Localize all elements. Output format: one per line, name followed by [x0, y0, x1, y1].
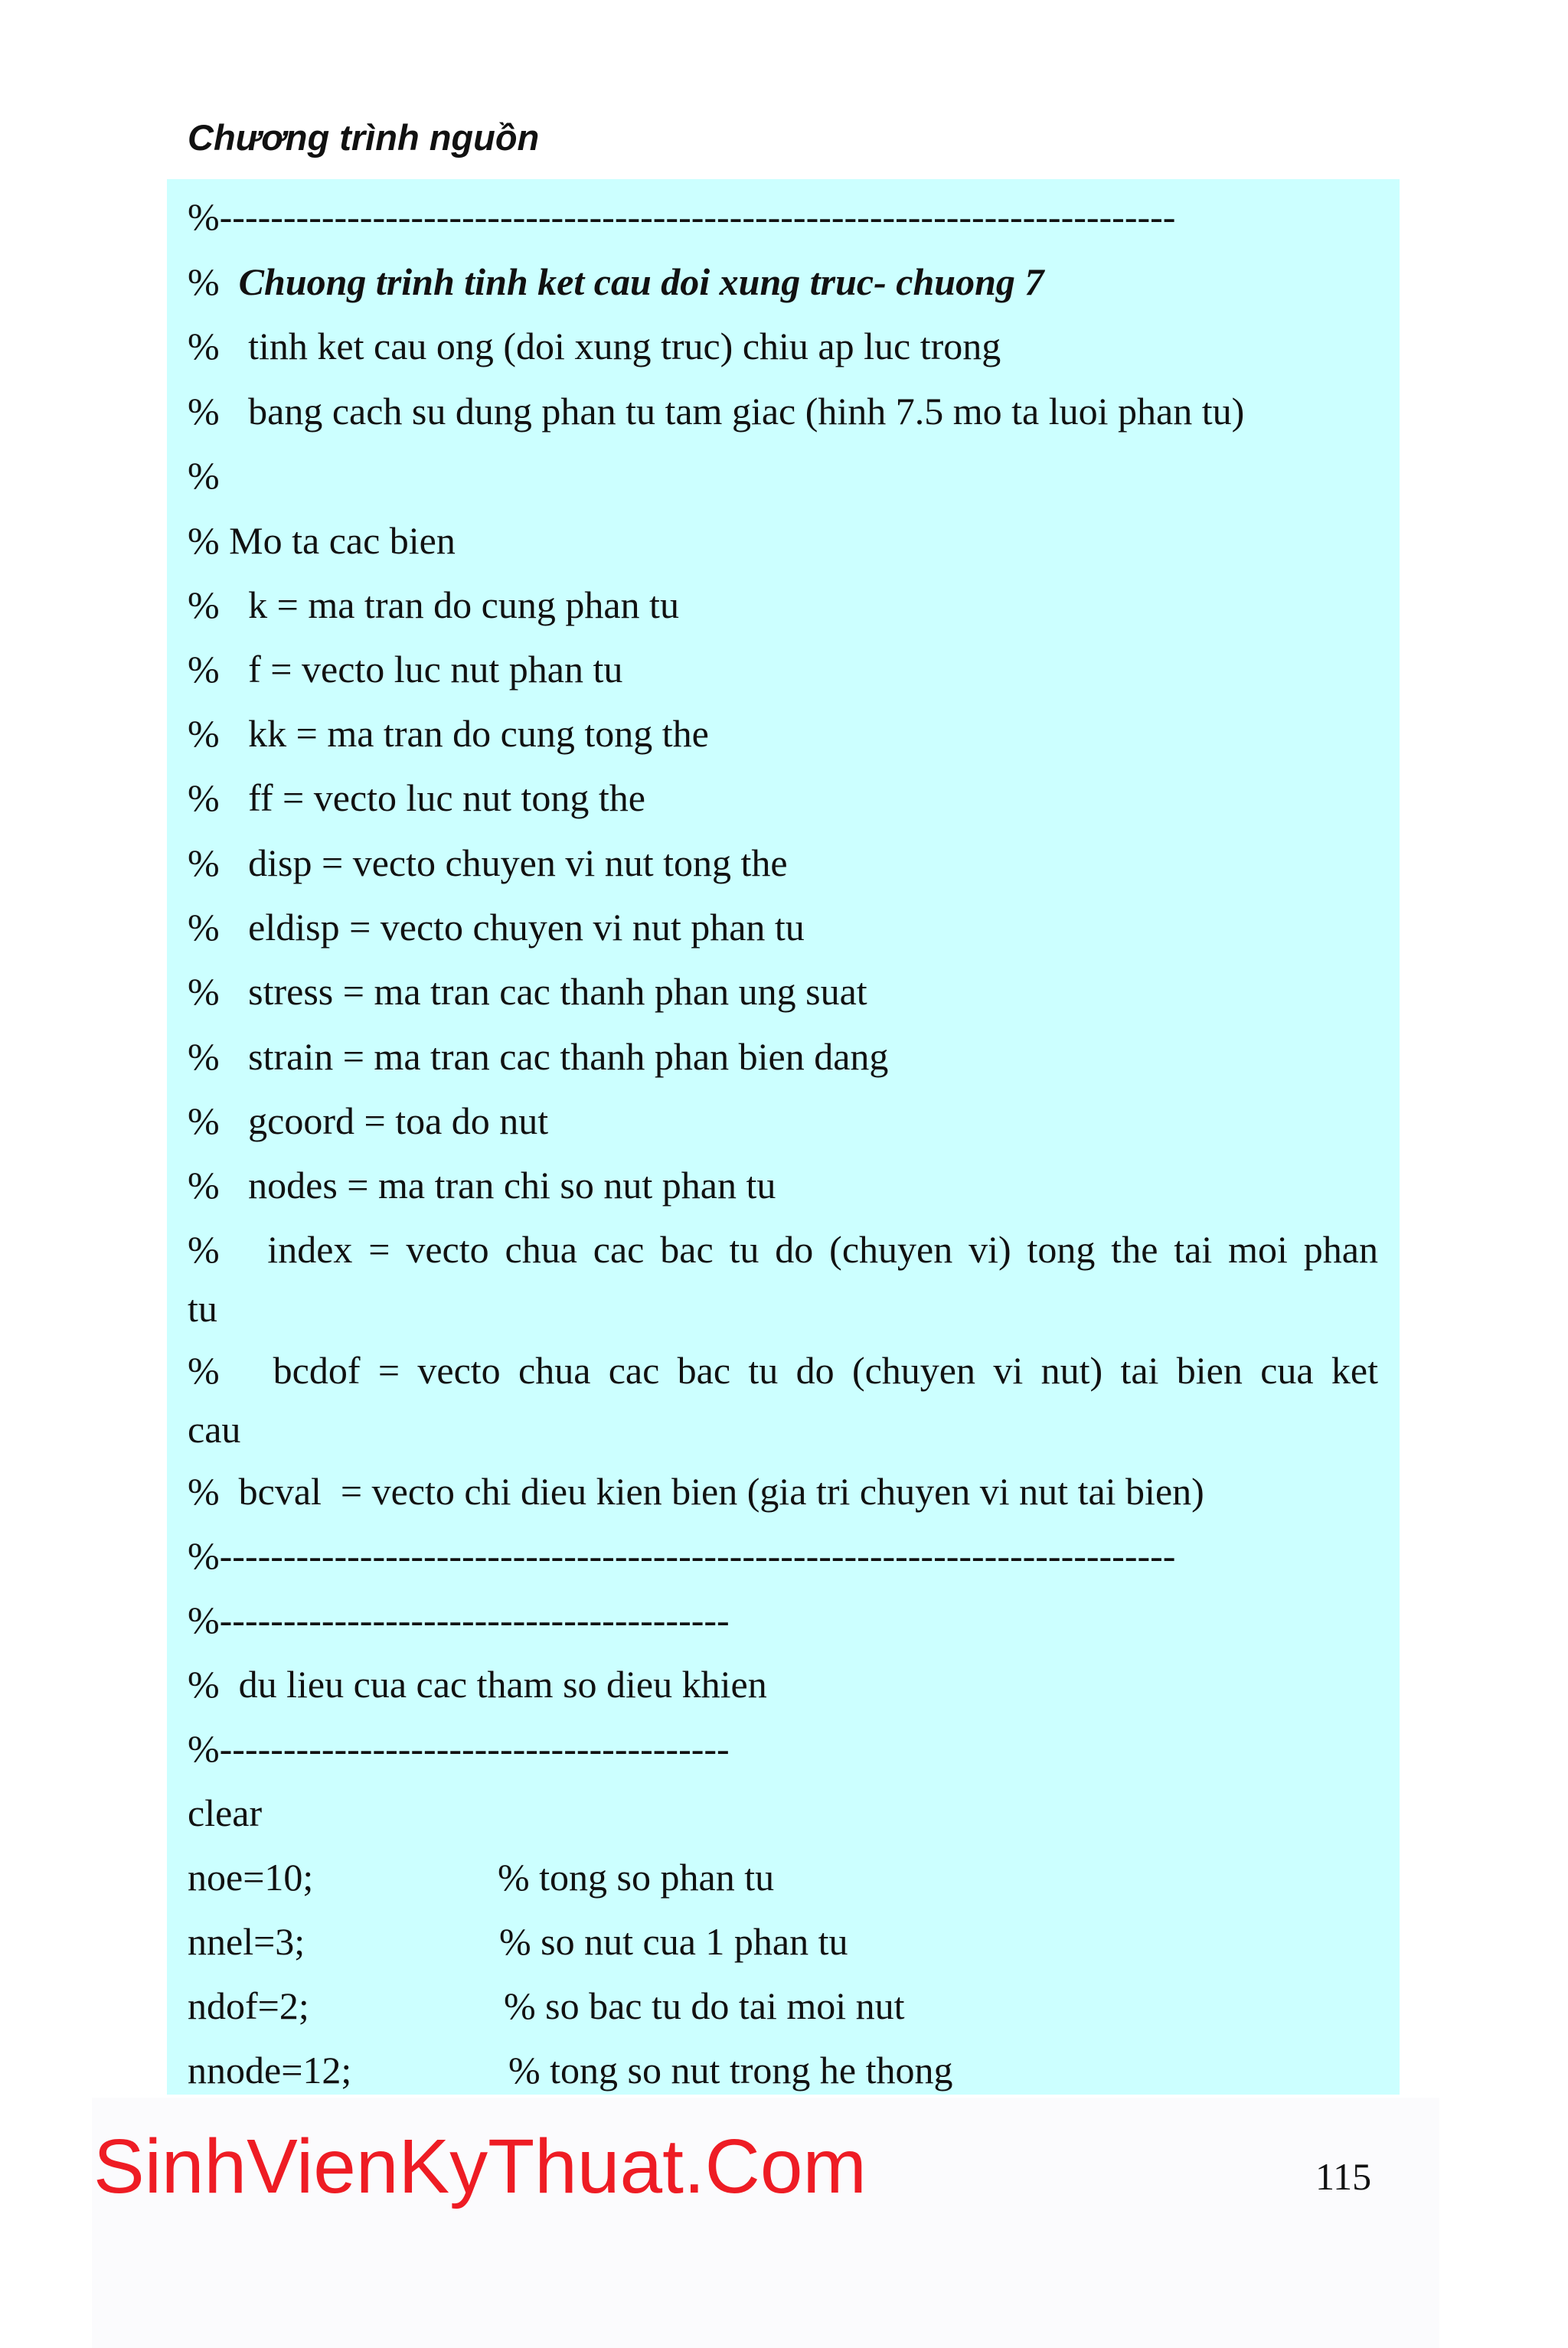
param-statement: nnode=12;: [188, 2049, 352, 2092]
param-statement: noe=10;: [188, 1856, 314, 1899]
code-title-line: [188, 250, 1044, 314]
variable-index-continuation: tu: [188, 1287, 217, 1330]
param-comment: % tong so phan tu: [498, 1856, 775, 1899]
code-rule-bottom: %---------------------------------------------------------------------------: [188, 1534, 1176, 1577]
program-title: Chuong trinh tinh ket cau doi xung truc- chuong 7: [238, 260, 1044, 303]
variable-line: % strain = ma tran cac thanh phan bien dang: [188, 1035, 889, 1078]
code-rule-short: %----------------------------------------: [188, 1599, 730, 1641]
code-blank-comment: %: [188, 454, 220, 497]
code-rule-short: %----------------------------------------: [188, 1727, 730, 1770]
variable-bcdof-line: % bcdof = vecto chua cac bac tu do (chuyen vi nut) tai bien cua ket: [188, 1349, 1378, 1392]
page-number: 115: [1315, 2155, 1372, 2198]
param-statement: ndof=2;: [188, 1984, 309, 2027]
param-statement: nnel=3;: [188, 1920, 305, 1963]
variable-line: % ff = vecto luc nut tong the: [188, 776, 645, 819]
variable-line: % eldisp = vecto chuyen vi nut phan tu: [188, 906, 805, 949]
section-heading: Chương trình nguồn: [188, 117, 540, 158]
param-comment: % tong so nut trong he thong: [508, 2049, 953, 2092]
code-description-1: % tinh ket cau ong (doi xung truc) chiu ap luc trong: [188, 325, 1001, 367]
control-parameters-heading: % du lieu cua cac tham so dieu khien: [188, 1663, 767, 1706]
variable-line: % k = ma tran do cung phan tu: [188, 583, 679, 626]
comment-marker: %: [188, 260, 239, 303]
site-watermark: SinhVienKyThuat.Com: [93, 2124, 867, 2209]
variable-line: % kk = ma tran do cung tong the: [188, 712, 709, 755]
code-description-2: % bang cach su dung phan tu tam giac (hinh 7.5 mo ta luoi phan tu): [188, 390, 1245, 433]
clear-statement: clear: [188, 1791, 263, 1834]
variable-line: % gcoord = toa do nut: [188, 1099, 549, 1142]
variables-heading: % Mo ta cac bien: [188, 519, 456, 562]
variable-bcval-line: % bcval = vecto chi dieu kien bien (gia tri chuyen vi nut tai bien): [188, 1470, 1204, 1513]
variable-bcdof-continuation: cau: [188, 1408, 241, 1451]
variable-index-line: % index = vecto chua cac bac tu do (chuyen vi) tong the tai moi phan: [188, 1228, 1378, 1271]
param-comment: % so nut cua 1 phan tu: [499, 1920, 848, 1963]
variable-line: % f = vecto luc nut phan tu: [188, 648, 623, 691]
variable-line: % disp = vecto chuyen vi nut tong the: [188, 841, 788, 884]
variable-line: % nodes = ma tran chi so nut phan tu: [188, 1164, 776, 1207]
param-comment: % so bac tu do tai moi nut: [504, 1984, 905, 2027]
code-rule-top: %---------------------------------------------------------------------------: [188, 195, 1176, 238]
variable-line: % stress = ma tran cac thanh phan ung suat: [188, 970, 867, 1013]
